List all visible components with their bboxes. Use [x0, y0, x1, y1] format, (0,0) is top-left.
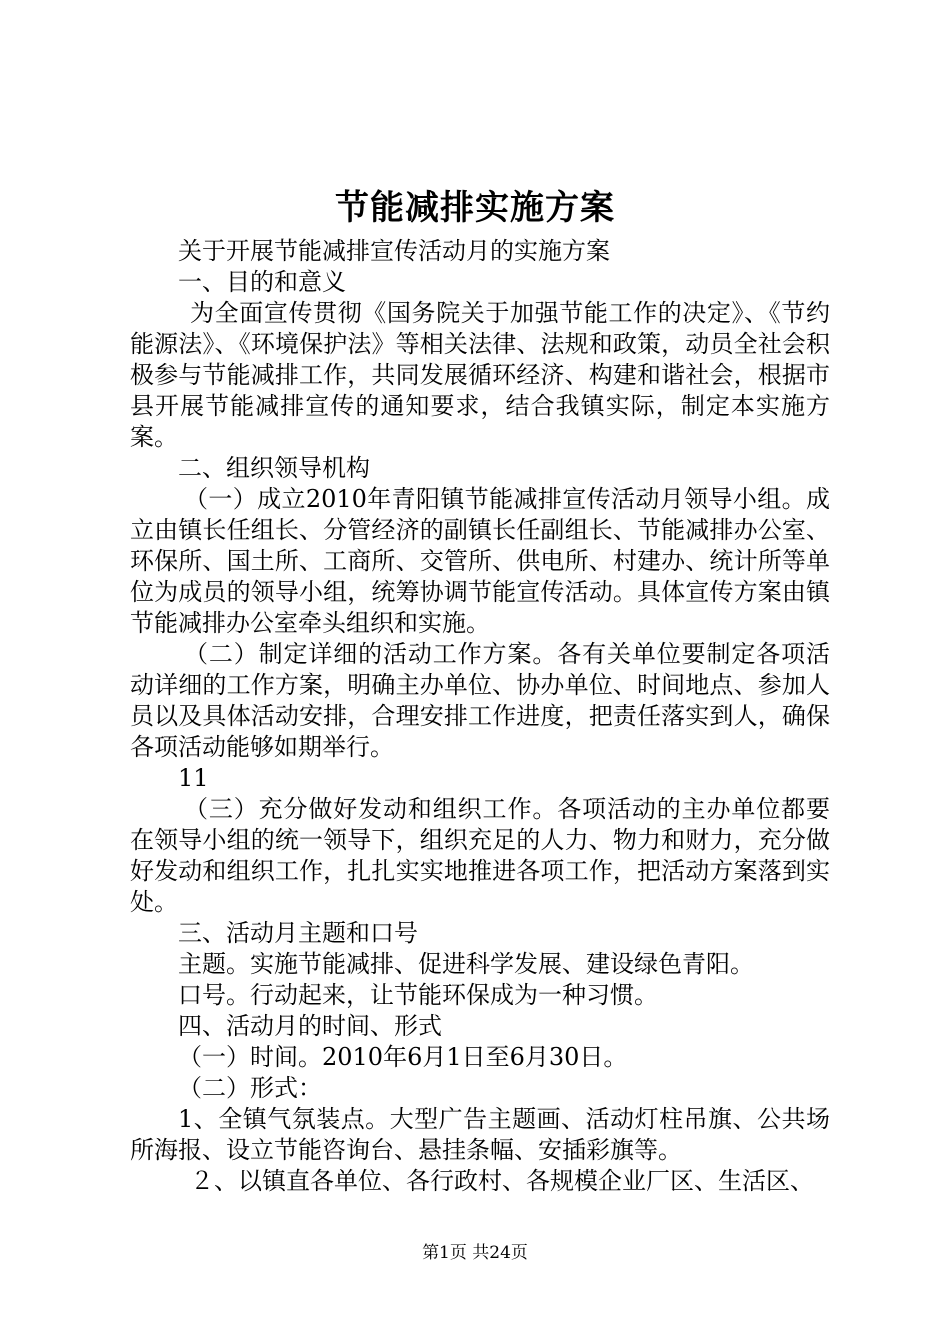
slogan-line: 口号。行动起来，让节能环保成为一种习惯。 [178, 981, 658, 1009]
subtitle-paragraph: 关于开展节能减排宣传活动月的实施方案 [178, 237, 610, 265]
document-title: 节能减排实施方案 [335, 188, 615, 228]
list-item: 1、全镇气氛装点。大型广告主题画、活动灯柱吊旗、公共场所海报、设立节能咨询台、悬挂条幅、安插彩旗等。 [130, 1105, 830, 1164]
section-heading-4: 四、活动月的时间、形式 [178, 1012, 442, 1040]
page-footer: 第1页 共24页 [422, 1243, 528, 1263]
section-heading-3: 三、活动月主题和口号 [178, 919, 418, 947]
document-body [130, 236, 830, 1197]
section-heading-1: 一、目的和意义 [178, 268, 346, 296]
list-item: ２、以镇直各单位、各行政村、各规模企业厂区、生活区、 [190, 1167, 814, 1195]
body-paragraph: 为全面宣传贯彻《国务院关于加强节能工作的决定》、《节约能源法》、《环境保护法》等相关法律、法规和政策，动员全社会积极参与节能减排工作，共同发展循环经济、构建和谐社会，根据市县开展节能减排宣传的通知要求，结合我镇实际，制定本实施方案。 [130, 299, 830, 451]
theme-line: 主题。实施节能减排、促进科学发展、建设绿色青阳。 [178, 950, 754, 978]
body-paragraph: （一）成立2010年青阳镇节能减排宣传活动月领导小组。成立由镇长任组长、分管经济的副镇长任副组长、节能减排办公室、环保所、国土所、工商所、交管所、供电所、村建办、统计所等单位为成员的领导小组，统筹协调节能宣传活动。具体宣传方案由镇节能减排办公室牵头组织和实施。 [130, 485, 830, 637]
body-paragraph: （二）制定详细的活动工作方案。各有关单位要制定各项活动详细的工作方案，明确主办单位、协办单位、时间地点、参加人员以及具体活动安排，合理安排工作进度，把责任落实到人，确保各项活动能够如期举行。 [130, 640, 830, 761]
time-line: （一）时间。2010年6月1日至6月30日。 [178, 1043, 628, 1071]
section-heading-2: 二、组织领导机构 [178, 454, 370, 482]
stray-number: 11 [178, 764, 209, 792]
body-paragraph: （三）充分做好发动和组织工作。各项活动的主办单位都要在领导小组的统一领导下，组织充足的人力、物力和财力，充分做好发动和组织工作，扎扎实实地推进各项工作，把活动方案落到实处。 [130, 795, 830, 916]
form-heading: （二）形式： [178, 1074, 322, 1102]
